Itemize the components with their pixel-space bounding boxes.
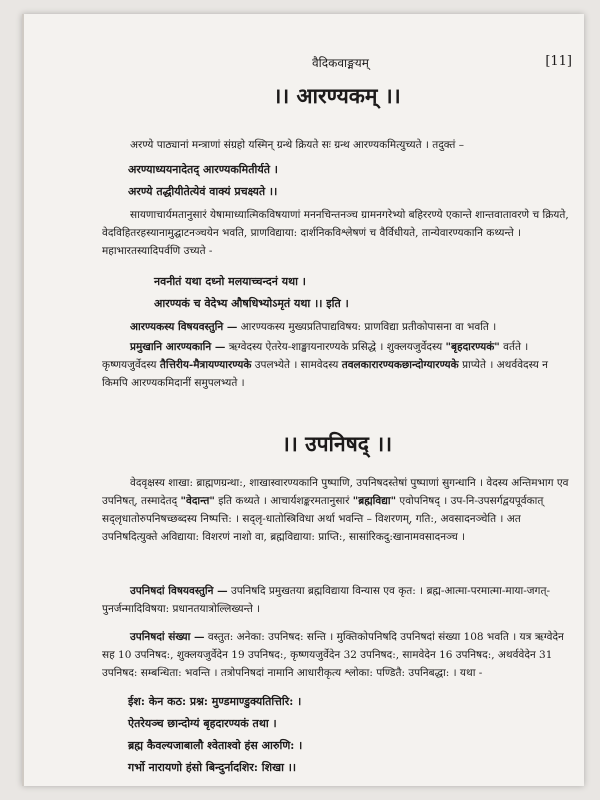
subject-text: उपनिषदि प्रमुखतया ब्रह्मविद्याया विन्यास एव कृत: । ब्रह्म-आत्मा-परमात्मा-माया-जगत्-पुनर्जन्मादिविषया: प्रधानतयात्रोल्लिख्यन्ते । xyxy=(102,585,551,615)
aranyaka-paragraph: सायणाचार्यमतानुसारं येषामाध्यात्मिकविषयाणां मननचिन्तनञ्च ग्रामनगरेभ्यो बहिररण्ये एकान्ते शान्तवातावरणे च क्रियते, वेदविहितरहस्यानामुद्घाटनञ्चयेन भवति, प्राणविद्याया: दार्शनिकविश्लेषणं च वैर्विधीयते, तान्येवारण्यकानि कथ्यन्ते । महाभारतस्यादिपर्वणि उच्यते - xyxy=(102,209,569,257)
count-label: उपनिषदां संख्या — xyxy=(130,631,205,643)
intro-bold: "ब्रह्मविद्या" xyxy=(352,495,397,507)
main-label: प्रमुखानि आरण्यकानि — xyxy=(130,341,226,353)
intro-text: वेदवृक्षस्य शाखा: ब्राह्मणग्रन्था:, शाखास्वारण्यकानि पुष्पाणि, उपनिषदस्तेषां पुष्पाणां सुगन्धानि । वेदस्य अन्तिमभाग एव उपनिषत्, तस्मादेतद् xyxy=(102,477,569,507)
subject-label: आरण्यकस्य विषयवस्तुनि — xyxy=(130,321,238,333)
page-number: [11] xyxy=(545,54,572,69)
running-title: वैदिकवाङ्मयम् xyxy=(312,56,369,70)
intro-bold: "वेदान्त" xyxy=(180,495,215,507)
intro-text: इति कथ्यते । आचार्यशङ्करमतानुसारं xyxy=(218,495,350,507)
verse-line: ऐतरेयञ्च छान्दोग्यं बृहदारण्यकं तथा । xyxy=(128,717,277,730)
aranyaka-main xyxy=(102,338,572,392)
verse-line: ईश: केन कठ: प्रश्न: मुण्डमाण्डुक्यतित्तिरि: । xyxy=(128,695,302,708)
main-text: वर्तते । कृष्णयजुर्वेदस्य xyxy=(102,341,529,371)
upanishad-count xyxy=(102,628,572,682)
verse-line: नवनीतं यथा दध्नो मलयाच्चन्दनं यथा । xyxy=(154,275,306,288)
main-text: उपलभ्येते । सामवेदस्य xyxy=(254,359,339,371)
verse-line: अरण्ये तद्धीयीतेत्येवं वाक्यं प्रचक्ष्यते ।। xyxy=(128,185,278,198)
intro-text: एवोपनिषद् । उप-नि-उपसर्गद्वयपूर्वकात् सद्लृधातोरुपनिषच्छब्दस्य निष्पत्ति: । सद्लृ-धातोस्त्रिविधा अर्था भवन्ति – विशरणम्, गति:, अवसादनञ्चेति । अत उपनिषदित्युक्ते अविद्याया: विशरणं नाशो वा, ब्रह्मविद्याया: प्राप्ति:, सासांरिकदु:खानामवसादनञ्च । xyxy=(102,495,544,543)
main-bold: तवलकारारण्यकछान्दोग्यारण्यके xyxy=(341,359,459,371)
aranyaka-intro: अरण्ये पाठ्यानां मन्त्राणां संग्रहो यस्मिन् ग्रन्थे क्रियते सः ग्रन्थ आरण्यकमित्युच्यते । तदुक्तं – xyxy=(130,139,464,151)
upanishad-subject xyxy=(102,582,572,618)
main-text: ऋग्वेदस्य ऐतरेय-शाङ्खायनारण्यके प्रसिद्धे । शुक्लयजुर्वेदस्य xyxy=(228,341,443,353)
main-bold: "बृहदारण्यकं" xyxy=(445,341,500,353)
verse-line: आरण्यकं च वेदेभ्य औषधिभ्योऽमृतं यथा ।। इति । xyxy=(154,297,349,310)
upanishad-intro xyxy=(102,474,572,546)
book-page xyxy=(22,14,584,786)
main-text: प्राप्येते । अथर्ववेदस्य न किमपि आरण्यकमिदानीं समुपलभ्यते । xyxy=(102,359,548,389)
count-text: वस्तुत: अनेका: उपनिषद: सन्ति । मुक्तिकोपनिषदि उपनिषदां संख्या 108 भवति । यत्र ऋग्वेदेन सह 10 उपनिषद:, शुक्लयजुर्वेदेन 19 उपनिषद:, कृष्णयजुर्वेदेन 32 उपनिषद:, सामवेदेन 16 उपनिषद:, अथर्ववेदेन 31 उपनिषद: सम्बन्धिता: भवन्ति । तत्रोपनिषदां नामानि आधारीकृत्य श्लोका: पण्डितै: उपनिबद्धा: । यथा - xyxy=(102,631,564,679)
running-header xyxy=(102,54,572,76)
main-bold: तैत्तिरीय-मैत्रायण्यारण्यके xyxy=(159,359,252,371)
heading-aranyakam: ।। आरण्यकम् ।। xyxy=(273,83,401,108)
subject-label: उपनिषदां विषयवस्तुनि — xyxy=(130,585,228,597)
aranyaka-subject xyxy=(102,318,572,336)
verse-line: ब्रह्म कैवल्यजाबालौ श्वेताश्वो हंस आरुणि: । xyxy=(128,739,303,752)
subject-text: आरण्यकस्य मुख्यप्रतिपाद्यविषय: प्राणविद्या प्रतीकोपासना वा भवति । xyxy=(240,321,497,333)
heading-upanishad: ।। उपनिषद् ।। xyxy=(281,431,393,456)
verse-line: अरण्याध्ययनादेतद् आरण्यकमितीर्यते । xyxy=(128,163,278,176)
verse-line: गर्भो नारायणो हंसो बिन्दुर्नादशिर: शिखा ।। xyxy=(128,761,297,774)
